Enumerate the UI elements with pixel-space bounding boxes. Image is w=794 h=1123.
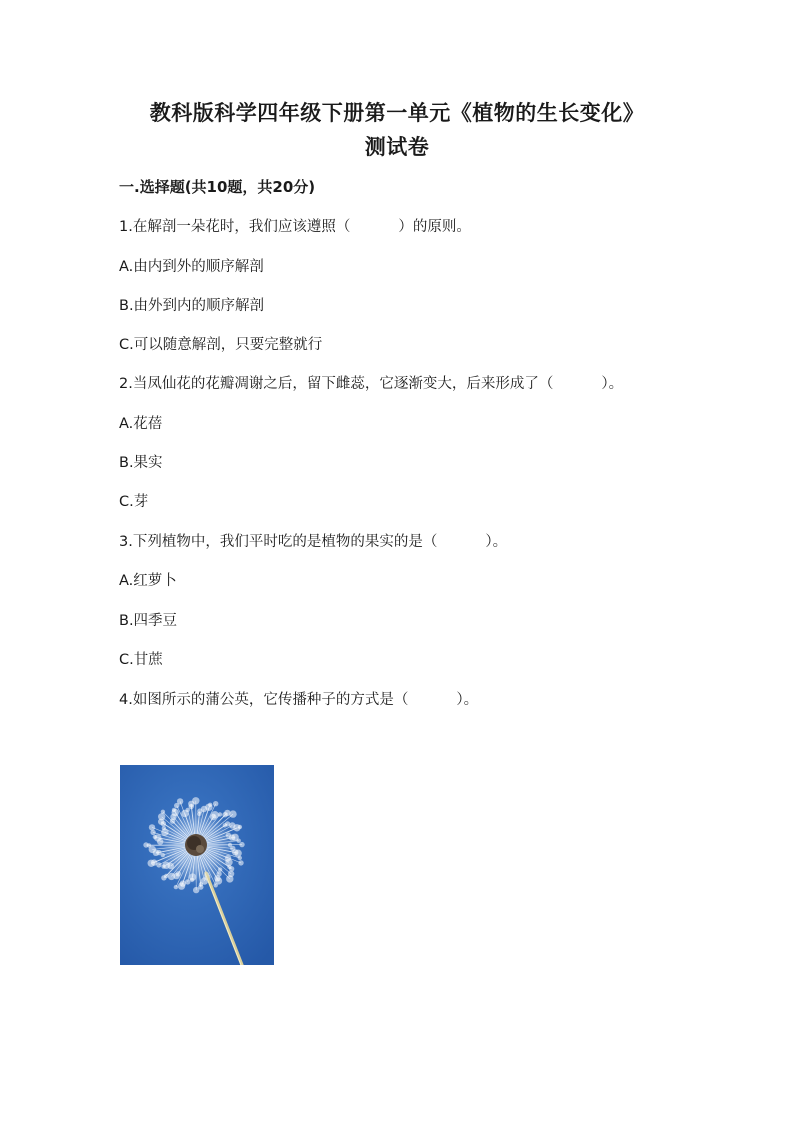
question-2-option-c: C.芽 [119, 494, 149, 510]
question-2-option-b: B.果实 [119, 455, 163, 471]
question-2 [119, 374, 623, 394]
question-1-option-b: B.由外到内的顺序解剖 [119, 298, 265, 314]
question-4 [119, 690, 478, 710]
question-3-option-b: B.四季豆 [119, 613, 178, 629]
question-3-stem-after: ）。 [485, 534, 508, 550]
section-heading: 一.选择题(共10题，共20分) [119, 178, 316, 196]
question-4-stem-before: 4.如图所示的蒲公英，它传播种子的方式是（ [119, 692, 409, 708]
question-2-option-a: A.花蓓 [119, 416, 163, 432]
question-1-stem-after: ）的原则。 [398, 219, 471, 235]
question-2-stem-before: 2.当凤仙花的花瓣凋谢之后，留下雌蕊，它逐渐变大，后来形成了（ [119, 376, 554, 392]
question-3 [119, 532, 507, 552]
question-2-stem-after: ）。 [601, 376, 624, 392]
page-subtitle: 测试卷 [364, 134, 430, 159]
question-1-option-c: C.可以随意解剖，只要完整就行 [119, 337, 323, 353]
question-3-option-a: A.红萝卜 [119, 573, 177, 589]
dandelion-image [120, 765, 274, 965]
question-1 [119, 217, 471, 237]
question-4-stem-after: ）。 [456, 692, 479, 708]
question-1-stem-before: 1.在解剖一朵花时，我们应该遵照（ [119, 219, 351, 235]
question-3-option-c: C.甘蔗 [119, 652, 163, 668]
page-title: 教科版科学四年级下册第一单元《植物的生长变化》 [149, 100, 645, 125]
question-3-stem-before: 3.下列植物中，我们平时吃的是植物的果实的是（ [119, 534, 438, 550]
question-1-option-a: A.由内到外的顺序解剖 [119, 259, 264, 275]
